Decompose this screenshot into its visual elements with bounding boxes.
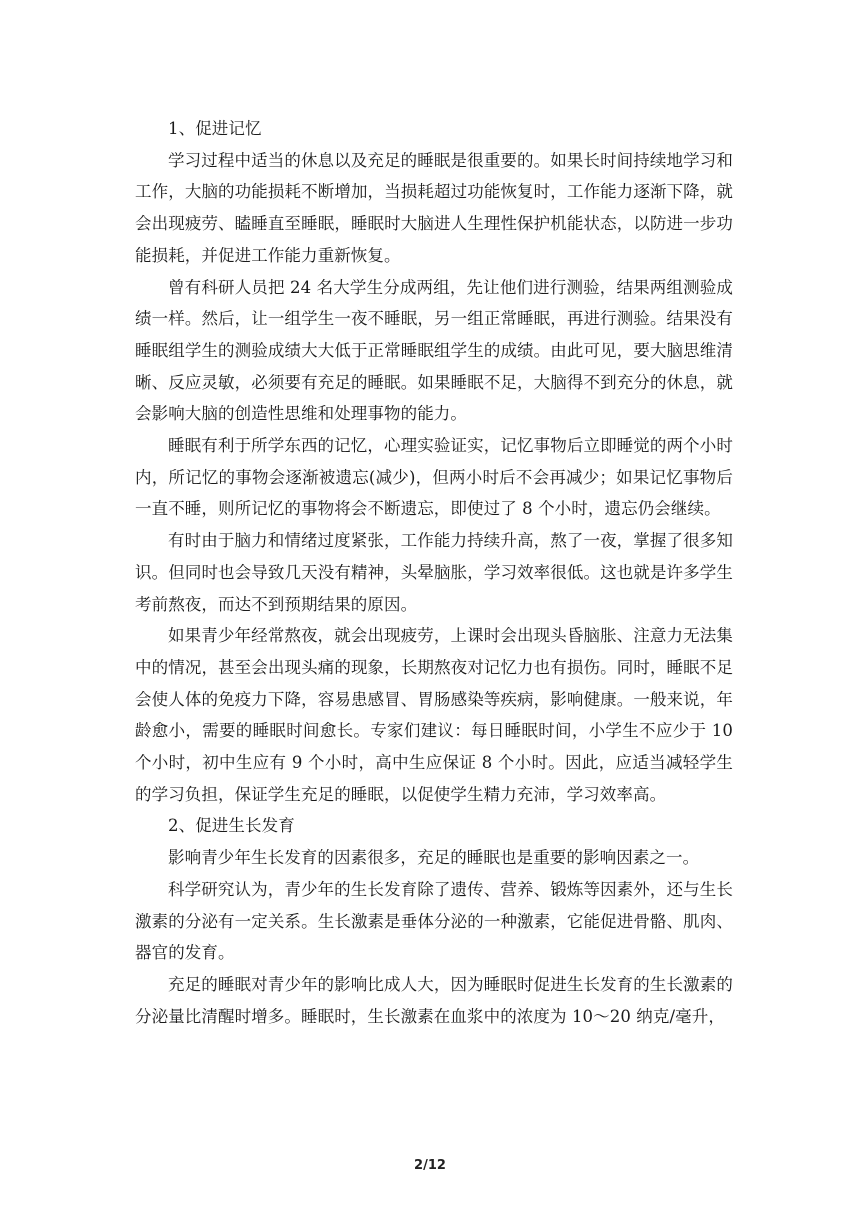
section-heading-growth: 2、促进生长发育 [168, 816, 295, 836]
paragraph: 睡眠有利于所学东西的记忆，心理实验证实，记忆事物后立即睡觉的两个小时内，所记忆的事物会逐渐被遗忘(减少)，但两小时后不会再减少；如果记忆事物后一直不睡，则所记忆的事物将会不断遗忘，即使过了 8 个小时，遗忘仍会继续。 [135, 436, 733, 519]
paragraph: 科学研究认为，青少年的生长发育除了遗传、营养、锻炼等因素外，还与生长激素的分泌有一定关系。生长激素是垂体分泌的一种激素，它能促进骨骼、肌肉、器官的发育。 [135, 879, 733, 963]
paragraph: 充足的睡眠对青少年的影响比成人大，因为睡眠时促进生长发育的生长激素的分泌量比清醒时增多。睡眠时，生长激素在血浆中的浓度为 10～20 纳克/毫升， [135, 974, 733, 1026]
paragraph: 有时由于脑力和情绪过度紧张，工作能力持续升高，熬了一夜，掌握了很多知识。但同时也会导致几天没有精神，头晕脑胀，学习效率很低。这也就是许多学生考前熬夜，而达不到预期结果的原因。 [135, 531, 733, 614]
section-heading-memory: 1、促进记忆 [168, 119, 262, 138]
paragraph: 学习过程中适当的休息以及充足的睡眠是很重要的。如果长时间持续地学习和工作，大脑的功能损耗不断增加，当损耗超过功能恢复时，工作能力逐渐下降，就会出现疲劳、瞌睡直至睡眠，睡眠时大脑进人生理性保护机能状态，以防进一步功能损耗，并促进工作能力重新恢复。 [135, 150, 733, 265]
paragraph: 如果青少年经常熬夜，就会出现疲劳，上课时会出现头昏脑胀、注意力无法集中的情况，甚至会出现头痛的现象，长期熬夜对记忆力也有损伤。同时，睡眠不足会使人体的免疫力下降，容易患感冒、胃肠感染等疾病，影响健康。一般来说，年龄愈小，需要的睡眠时间愈长。专家们建议：每日睡眠时间，小学生不应少于 10 个小时，初中生应有 9 个小时，高中生应保证 8 个小时。因此，应适当减轻学生的学习负担，保证学生充足的睡眠，以促使学生精力充沛，学习效率高。 [135, 626, 733, 804]
paragraph: 影响青少年生长发育的因素很多，充足的睡眠也是重要的影响因素之一。 [168, 848, 700, 868]
page-number: 2/12 [414, 1158, 446, 1173]
paragraph: 曾有科研人员把 24 名大学生分成两组，先让他们进行测验，结果两组测验成绩一样。然后，让一组学生一夜不睡眠，另一组正常睡眠，再进行测验。结果没有睡眠组学生的测验成绩大大低于正常睡眠组学生的成绩。由此可见，要大脑思维清晰、反应灵敏，必须要有充足的睡眠。如果睡眠不足，大脑得不到充分的休息，就会影响大脑的创造性思维和处理事物的能力。 [135, 277, 733, 424]
document-body [135, 113, 733, 1032]
